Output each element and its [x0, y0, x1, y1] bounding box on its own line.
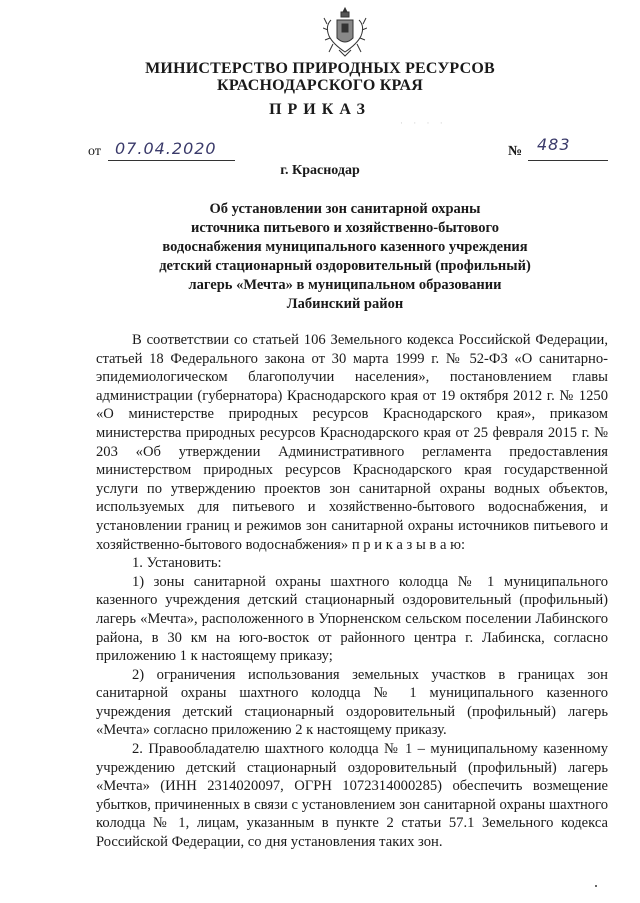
subject-line: Лабинский район — [286, 296, 404, 312]
faint-stamp-marks: · · · · — [400, 118, 447, 128]
scan-speck — [595, 885, 597, 887]
number-value: 483 — [537, 135, 571, 154]
subject-line: Об установлении зон санитарной охраны — [209, 201, 481, 217]
date-label: от — [88, 144, 101, 159]
order-body — [96, 331, 608, 852]
number-label: № — [508, 144, 523, 159]
item-2: 2. Правообладателю шахтного колодца № 1 – муниципальному казенному учреждению детский стационарный оздоровительный (профильный) лагерь «Мечта» (ИНН 2314020097, ОГРН 1072314000285) обеспечить возмещение убытков, причиненных в связи с установлением зон санитарной охраны шахтного колодца № 1, лицам, указанным в пункте 2 статьи 57.1 Земельного кодекса Российской Федерации, со дня установления таких зон. — [96, 741, 608, 851]
item-1: 1. Установить: — [132, 555, 222, 572]
city: г. Краснодар — [280, 163, 360, 178]
ministry-name-line1: МИНИСТЕРСТВО ПРИРОДНЫХ РЕСУРСОВ — [145, 60, 495, 77]
ministry-name-line2: КРАСНОДАРСКОГО КРАЯ — [217, 77, 423, 94]
order-title: ПРИКАЗ — [269, 101, 371, 118]
subject-line: детский стационарный оздоровительный (профильный) — [159, 258, 531, 274]
subject-line: лагерь «Мечта» в муниципальном образовании — [188, 277, 502, 293]
order-subject — [130, 200, 560, 314]
date-underline — [108, 160, 235, 161]
preamble-paragraph: В соответствии со статьей 106 Земельного кодекса Российской Федерации, статьей 18 Федерального закона от 30 марта 1999 г. № 52-ФЗ «О санитарно-эпидемиологическом благополучии населения», постановлением главы администрации (губернатора) Краснодарского края от 19 октября 2012 г. № 1250 «О министерстве природных ресурсов Краснодарского края», приказом министерства природных ресурсов Краснодарского края от 25 февраля 2015 г. № 203 «Об утверждении Административного регламента предоставления министерством природных ресурсов Краснодарского края государственной услуги по утверждению проектов зон санитарной охраны водных объектов, используемых для питьевого и хозяйственно-бытового водоснабжения, и установлении границ и режимов зон санитарной охраны источников питьевого и хозяйственно-бытового водоснабжения» п р и к а з ы в а ю: — [96, 332, 608, 553]
date-value: 07.04.2020 — [115, 139, 217, 158]
subject-line: водоснабжения муниципального казенного учреждения — [162, 239, 528, 255]
item-1-1: 1) зоны санитарной охраны шахтного колодца № 1 муниципального казенного учреждения детский стационарный оздоровительный (профильный) лагерь «Мечта», расположенного в Упорненском сельском поселении Лабинского района, в 30 км на юго-восток от районного центра г. Лабинска, согласно приложению 1 к настоящему приказу; — [96, 573, 608, 665]
coat-of-arms-icon — [323, 6, 367, 58]
item-1-2: 2) ограничения использования земельных участков в границах зон санитарной охраны шахтного колодца № 1 муниципального казенного учреждения детский стационарный оздоровительный (профильный) лагерь «Мечта» согласно приложению 2 к настоящему приказу. — [96, 666, 608, 739]
subject-line: источника питьевого и хозяйственно-бытового — [191, 220, 499, 236]
number-underline — [528, 160, 608, 161]
